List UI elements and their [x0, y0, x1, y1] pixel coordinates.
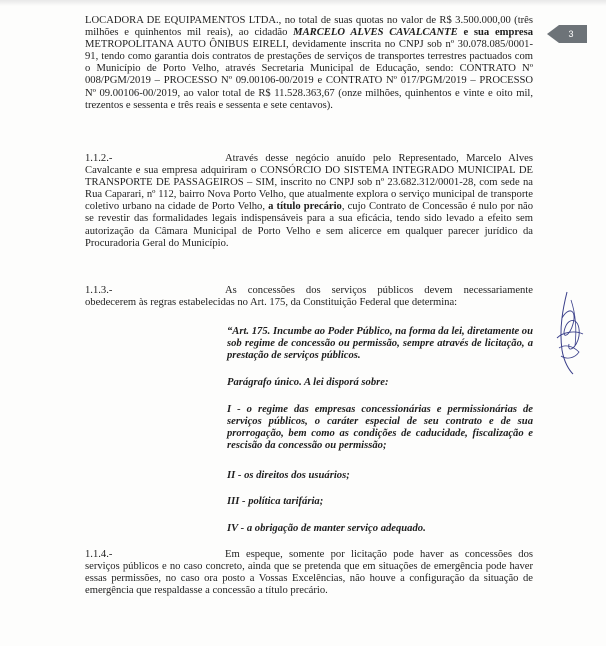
paragraph-intro-text-3: METROPOLITANA AUTO ÔNIBUS EIRELI, devidamente inscrita no CNPJ sob nº 30.078.085/0001-91, tendo como garantia dois contratos de prestações de serviços de transportes terrestres pactuados com o Município de Porto Velho, através Secretaria Municipal de Educação, sendo: CONTRATO Nº 008/PGM/2019 – PROCESSO Nº 09.00106-00/2019 e CONTRATO Nº 017/PGM/2019 – PROCESSO Nº 09.00106-00/2019, ao valor total de R$ 11.528.363,67 (onze milhões, quinhentos e vinte e oito mil, trezentos e sessenta e três reais e sessenta e sete centavos). — [85, 39, 533, 111]
paragraph-number: 1.1.4.- — [85, 549, 113, 560]
scan-top-shadow — [0, 0, 606, 6]
quote-item-2: II - os direitos dos usuários; — [227, 470, 350, 481]
quote-item-4: IV - a obrigação de manter serviço adequado. — [227, 523, 426, 534]
handwritten-initials-signature — [553, 288, 585, 378]
quote-paragraph: Parágrafo único. A lei disporá sobre: — [227, 377, 389, 388]
paragraph-intro-text-1: LOCADORA DE EQUIPAMENTOS LTDA., no total de suas quotas no valor de R$ 3.500.000,00 (três milhões e quinhentos mil reais), ao cidadão — [85, 15, 533, 39]
person-name: MARCELO ALVES CAVALCANTE — [293, 27, 458, 39]
paragraph-bold-text: a título precário — [268, 201, 342, 213]
paragraph-text-2: , cujo Contrato de Concessão é nulo por não se revestir das formalidades legais indispensáveis para a sua eficácia, tendo sido levado a efeito sem autorização da Câmara Municipal de Porto Velho e sem alicerce em qualquer parecer jurídico da Procuradoria Geral do Município. — [85, 201, 533, 249]
paragraph-number: 1.1.2.- — [85, 153, 113, 164]
paragraph-text: As concessões dos serviços públicos devem necessariamente obedecerem às regras estabelecidas no Art. 175, da Constituição Federal que determina: — [85, 285, 533, 309]
quote-item-1: I - o regime das empresas concessionárias e permissionárias de serviços públicos, o caráter especial de seu contrato e de sua prorrogação, bem como as condições de caducidade, fiscalização e rescisão da concessão ou permissão; — [227, 404, 533, 452]
paragraph-number: 1.1.3.- — [85, 285, 113, 296]
paragraph-text-1: Através desse negócio anuído pelo Representado, Marcelo Alves Cavalcante e sua empresa adquiriram o CONSÓRCIO DO SISTEMA INTEGRADO MUNICIPAL DE TRANSPORTE DE PASSAGEIROS – SIM, inscrito no CNPJ sob nº 23.682.312/0001-28, com sede na Rua Caparari, nº 112, bairro Nova Porto Velho, que atualmente explora o serviço municipal de transporte coletivo urbano na cidade de Porto Velho, — [85, 153, 533, 213]
paragraph-1-1-4 — [85, 549, 533, 597]
quote-item-3: III - política tarifária; — [227, 496, 324, 507]
page-number: 3 — [568, 29, 574, 39]
paragraph-text: Em espeque, somente por licitação pode haver as concessões dos serviços públicos e no caso concreto, ainda que se pretenda que em situações de emergência pode haver essas permissões, no caso ora posto a Vossas Excelências, não houve a configuração da situação de emergência que respaldasse a concessão a título precário. — [85, 549, 533, 597]
quote-article: “Art. 175. Incumbe ao Poder Público, na forma da lei, diretamente ou sob regime de concessão ou permissão, sempre através de licitação, a prestação de serviços públicos. — [227, 326, 533, 362]
paragraph-1-1-3 — [85, 285, 533, 309]
paragraph-1-1-2 — [85, 153, 533, 250]
paragraph-intro — [85, 15, 533, 112]
paragraph-intro-text-2: e sua empresa — [457, 27, 534, 39]
